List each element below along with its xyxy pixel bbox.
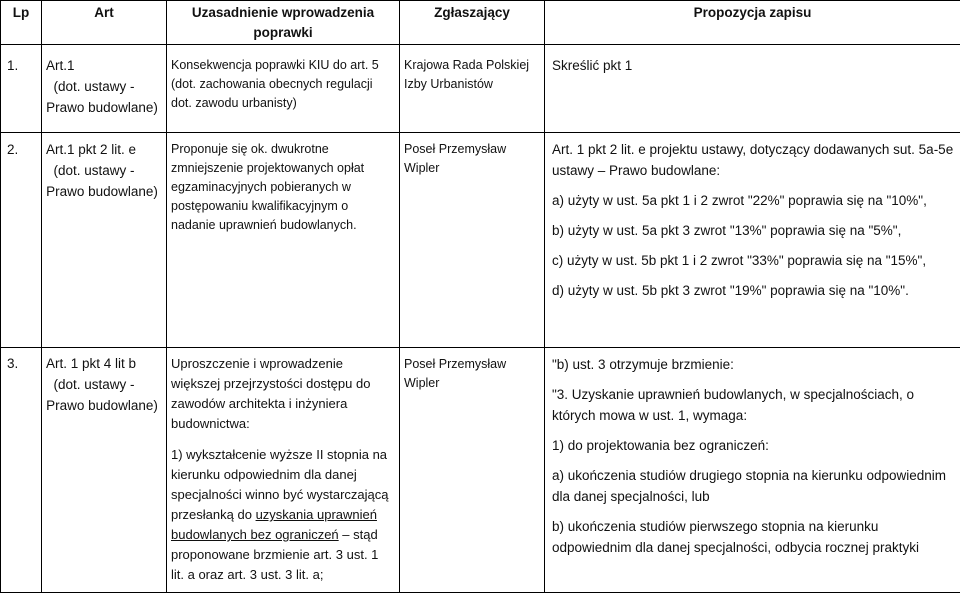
art-line: Prawo budowlane) bbox=[46, 97, 162, 118]
reason-line: dot. zawodu urbanisty) bbox=[171, 94, 395, 113]
reason-text: – stąd proponowane brzmienie art. 3 ust. 1 lit. a oraz art. 3 ust. 3 lit. a; bbox=[171, 527, 378, 582]
art-line: Prawo budowlane) bbox=[46, 395, 162, 416]
table-row bbox=[1, 348, 960, 593]
row-3-reason bbox=[167, 348, 400, 593]
row-2-lp: 2. bbox=[1, 133, 42, 348]
row-2-art bbox=[42, 133, 167, 348]
proposal-paragraph: 1) do projektowania bez ograniczeń: bbox=[552, 435, 956, 456]
reason-line: Proponuje się ok. dwukrotne bbox=[171, 139, 395, 159]
proposal-paragraph: "3. Uzyskanie uprawnień budowlanych, w specjalnościach, o których mowa w ust. 1, wymaga: bbox=[552, 384, 956, 426]
header-lp: Lp bbox=[1, 1, 42, 45]
proposal-paragraph: c) użyty w ust. 5b pkt 1 i 2 zwrot "33%" poprawia się na "15%", bbox=[552, 250, 956, 271]
table-header-row bbox=[1, 1, 960, 45]
header-reason: Uzasadnienie wprowadzenia poprawki bbox=[167, 1, 400, 45]
reason-point-1 bbox=[171, 445, 389, 585]
art-line: (dot. ustawy - bbox=[46, 76, 162, 97]
reason-line: nadanie uprawnień budowlanych. bbox=[171, 216, 395, 235]
submitter-line: Wipler bbox=[404, 374, 540, 393]
proposal-paragraph: a) użyty w ust. 5a pkt 1 i 2 zwrot "22%" poprawia się na "10%", bbox=[552, 190, 956, 211]
row-3-proposal bbox=[545, 348, 960, 593]
proposal-paragraph: "b) ust. 3 otrzymuje brzmienie: bbox=[552, 354, 956, 375]
row-2-reason bbox=[167, 133, 400, 348]
row-3-lp: 3. bbox=[1, 348, 42, 593]
proposal-paragraph: d) użyty w ust. 5b pkt 3 zwrot "19%" poprawia się na "10%". bbox=[552, 280, 956, 301]
art-line: Prawo budowlane) bbox=[46, 181, 162, 202]
submitter-line: Izby Urbanistów bbox=[404, 75, 540, 94]
header-proposal: Propozycja zapisu bbox=[545, 1, 960, 45]
table-row bbox=[1, 45, 960, 133]
row-1-proposal bbox=[545, 45, 960, 133]
art-line: (dot. ustawy - bbox=[46, 160, 162, 181]
reason-line: egzaminacyjnych pobieranych w bbox=[171, 178, 395, 197]
proposal-paragraph: b) użyty w ust. 5a pkt 3 zwrot "13%" poprawia się na "5%", bbox=[552, 220, 956, 241]
submitter-line: Poseł Przemysław bbox=[404, 355, 540, 374]
reason-line: (dot. zachowania obecnych regulacji bbox=[171, 75, 395, 94]
proposal-paragraph: a) ukończenia studiów drugiego stopnia na kierunku odpowiednim dla danej specjalności, lub bbox=[552, 465, 956, 507]
reason-line: zmniejszenie projektowanych opłat bbox=[171, 159, 395, 178]
row-2-proposal bbox=[545, 133, 960, 348]
submitter-line: Krajowa Rada Polskiej bbox=[404, 56, 540, 75]
reason-intro: Uproszczenie i wprowadzenie większej przejrzystości dostępu do zawodów architekta i inżyniera budownictwa: bbox=[171, 354, 389, 434]
underlined-text: budowlanych bez ograniczeń bbox=[171, 527, 339, 542]
submitter-line: Wipler bbox=[404, 159, 540, 178]
art-line: Art.1 bbox=[46, 55, 162, 76]
art-line: Art.1 pkt 2 lit. e bbox=[46, 139, 162, 160]
header-art: Art bbox=[42, 1, 167, 45]
submitter-line: Poseł Przemysław bbox=[404, 140, 540, 159]
row-2-submitter bbox=[400, 133, 545, 348]
row-1-lp: 1. bbox=[1, 45, 42, 133]
row-1-art bbox=[42, 45, 167, 133]
art-line: (dot. ustawy - bbox=[46, 374, 162, 395]
row-1-reason bbox=[167, 45, 400, 133]
reason-line: Konsekwencja poprawki KIU do art. 5 bbox=[171, 56, 395, 75]
proposal-paragraph: b) ukończenia studiów pierwszego stopnia na kierunku odpowiednim dla danej specjalności, odbycia rocznej praktyki bbox=[552, 516, 956, 558]
row-3-art bbox=[42, 348, 167, 593]
underlined-text: uzyskania uprawnień bbox=[256, 507, 377, 522]
row-3-submitter bbox=[400, 348, 545, 593]
proposal-line: Skreślić pkt 1 bbox=[552, 55, 956, 76]
row-1-submitter bbox=[400, 45, 545, 133]
art-line: Art. 1 pkt 4 lit b bbox=[46, 353, 162, 374]
reason-text: 1) wykształcenie wyższe II stopnia na kierunku odpowiednim dla danej specjalności winno być wystarczającą przesłanką do bbox=[171, 447, 388, 522]
header-submitter: Zgłaszający bbox=[400, 1, 545, 45]
reason-line: postępowaniu kwalifikacyjnym o bbox=[171, 197, 395, 216]
table-row bbox=[1, 133, 960, 348]
proposal-paragraph: Art. 1 pkt 2 lit. e projektu ustawy, dotyczący dodawanych sut. 5a-5e ustawy – Prawo budowlane: bbox=[552, 139, 956, 181]
